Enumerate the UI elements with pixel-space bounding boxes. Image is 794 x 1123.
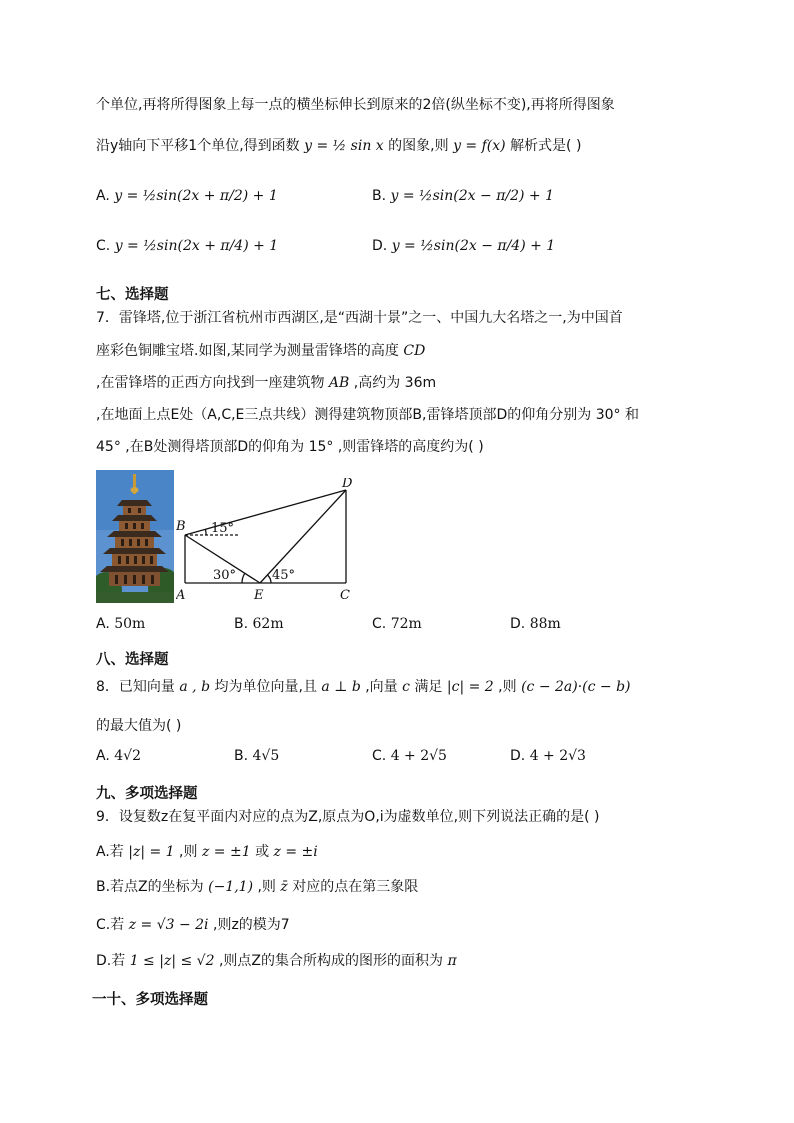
q7-option-a-value: 50m xyxy=(114,616,146,632)
q8-text-line1 xyxy=(96,677,631,697)
q9-option-c-math1: z = √3 − 2i xyxy=(128,917,209,933)
q9-option-a-math2: z = ±1 xyxy=(201,844,251,860)
q6-option-a-expr: y = ½sin(2x + π/2) + 1 xyxy=(114,188,278,204)
pagoda-photo xyxy=(96,470,174,603)
geometry-diagram xyxy=(176,478,366,608)
q6-option-c[interactable] xyxy=(96,238,278,254)
q8-option-b[interactable] xyxy=(234,748,279,764)
q7-option-a[interactable] xyxy=(96,616,145,632)
q7-option-c-label: C. xyxy=(372,616,387,632)
q8-option-c-value: 4 + 2√5 xyxy=(390,748,447,764)
q9-option-a-math1: |z| = 1 xyxy=(128,844,175,860)
label-e: E xyxy=(254,588,264,603)
q8-option-d-label: D. xyxy=(510,748,526,764)
q7-option-d-label: D. xyxy=(510,616,526,632)
q8-option-d-value: 4 + 2√3 xyxy=(529,748,586,764)
q7-line2-text: 座彩色铜雕宝塔.如图,某同学为测量雷锋塔的高度 xyxy=(96,343,399,359)
section-heading-10: 一十、多项选择题 xyxy=(92,992,208,1008)
q8-line1-text-c: ,向量 xyxy=(365,679,398,695)
q9-option-b-math1: (−1,1) xyxy=(208,879,254,895)
q7-option-b-label: B. xyxy=(234,616,249,632)
q6-text-line2 xyxy=(96,136,581,156)
q9-option-b-text: B.若点Z的坐标为 xyxy=(96,879,204,895)
label-a: A xyxy=(176,588,186,603)
q8-option-a-label: A. xyxy=(96,748,110,764)
q8-option-c[interactable] xyxy=(372,748,447,764)
q7-text-line5 xyxy=(96,437,484,457)
q6-option-b-expr: y = ½sin(2x − π/2) + 1 xyxy=(390,188,555,204)
q6-option-a[interactable] xyxy=(96,188,278,204)
q9-option-c-text-b: ,则z的模为7 xyxy=(213,917,290,933)
q8-line1-text-a: 8．已知向量 xyxy=(96,679,175,695)
q9-text-line1: 9．设复数z在复平面内对应的点为Z,原点为O,i为虚数单位,则下列说法正确的是( ) xyxy=(96,809,600,825)
q7-line4-text: ,在地面上点E处（A,C,E三点共线）测得建筑物顶部B,雷锋塔顶部D的仰角分别为 xyxy=(96,407,592,423)
q8-option-c-label: C. xyxy=(372,748,387,764)
q7-text-line2 xyxy=(96,341,425,361)
q9-option-a-text: A.若 xyxy=(96,844,124,860)
q7-line3-math: AB xyxy=(328,375,350,391)
q6-option-b[interactable] xyxy=(372,188,554,204)
q6-option-d-expr: y = ½sin(2x − π/4) + 1 xyxy=(391,238,556,254)
q7-line5-value: 45° xyxy=(96,439,121,455)
section-heading-9: 九、多项选择题 xyxy=(96,786,198,802)
label-c: C xyxy=(340,588,350,603)
q6-option-b-label: B. xyxy=(372,188,387,204)
q8-option-b-label: B. xyxy=(234,748,249,764)
angle-label-30: 30° xyxy=(213,568,237,583)
q7-line2-math: CD xyxy=(403,343,426,359)
q7-text-line1: 7．雷锋塔,位于浙江省杭州市西湖区,是“西湖十景”之一、中国九大名塔之一,为中国首 xyxy=(96,310,623,326)
angle-label-45: 45° xyxy=(272,568,296,583)
q7-option-c-value: 72m xyxy=(390,616,422,632)
label-b: B xyxy=(176,519,186,534)
q9-option-d-math1: 1 ≤ |z| ≤ √2 xyxy=(129,953,215,969)
q8-line1-text-e: ,则 xyxy=(498,679,517,695)
q9-option-c-text: C.若 xyxy=(96,917,125,933)
q7-text-line4 xyxy=(96,405,639,425)
q8-option-a[interactable] xyxy=(96,748,141,764)
q9-option-b[interactable] xyxy=(96,877,418,897)
q9-option-d-math2: π xyxy=(447,953,457,969)
q8-perpendicular: a ⊥ b xyxy=(321,679,361,695)
q7-option-b[interactable] xyxy=(234,616,284,632)
q9-option-b-text-c: 对应的点在第三象限 xyxy=(292,879,419,895)
q9-option-a-text-c: 或 xyxy=(255,844,270,860)
q8-vector-c: c xyxy=(402,679,410,695)
q8-vectors-ab: a , b xyxy=(179,679,211,695)
q9-option-a-math3: z = ±i xyxy=(273,844,318,860)
q7-line3-text: ,在雷锋塔的正西方向找到一座建筑物 xyxy=(96,375,325,391)
q6-function-f: y = f(x) xyxy=(453,138,506,154)
q7-line5-text: ,在B处测得塔顶部D的仰角为 xyxy=(125,439,305,455)
q9-option-d-text: D.若 xyxy=(96,953,126,969)
q6-text-line1: 个单位,再将所得图象上每一点的横坐标伸长到原来的2倍(纵坐标不变),再将所得图象 xyxy=(96,97,615,113)
q7-line3-text-b: ,高约为 xyxy=(353,375,401,391)
q7-option-c[interactable] xyxy=(372,616,422,632)
q9-option-d-text-b: ,则点Z的集合所构成的图形的面积为 xyxy=(218,953,443,969)
q7-option-a-label: A. xyxy=(96,616,110,632)
q9-option-a[interactable] xyxy=(96,842,318,862)
q9-option-a-text-b: ,则 xyxy=(179,844,198,860)
q8-option-b-value: 4√5 xyxy=(252,748,280,764)
q8-norm-c: |c| = 2 xyxy=(446,679,494,695)
q9-option-b-text-b: ,则 xyxy=(257,879,276,895)
q8-option-a-value: 4√2 xyxy=(114,748,141,764)
q8-line1-text-d: 满足 xyxy=(414,679,443,695)
q6-line2-text-a: 沿y轴向下平移1个单位,得到函数 xyxy=(96,138,300,154)
arc-45 xyxy=(268,575,272,583)
q7-option-b-value: 62m xyxy=(252,616,284,632)
q8-option-d[interactable] xyxy=(510,748,586,764)
q6-option-c-expr: y = ½sin(2x + π/4) + 1 xyxy=(114,238,279,254)
line-bd xyxy=(185,490,346,535)
q6-option-d-label: D. xyxy=(372,238,388,254)
q9-option-b-math2: z̄ xyxy=(280,879,288,895)
q6-given-function: y = ½ sin x xyxy=(304,138,384,154)
q8-text-line2: 的最大值为( ) xyxy=(96,718,182,734)
q7-text-line3 xyxy=(96,373,436,393)
q7-option-d[interactable] xyxy=(510,616,561,632)
q6-option-d[interactable] xyxy=(372,238,555,254)
q7-line3-value: 36m xyxy=(404,375,437,391)
angle-label-15: 15° xyxy=(211,521,235,536)
q7-line4-text-b: 和 xyxy=(624,407,639,423)
q9-option-c[interactable] xyxy=(96,915,290,935)
q7-line5-text-b: ,则雷锋塔的高度约为( ) xyxy=(337,439,484,455)
q7-line5-value2: 15° xyxy=(308,439,334,455)
q6-line2-text-b: 的图象,则 xyxy=(388,138,449,154)
q7-option-d-value: 88m xyxy=(529,616,561,632)
q6-option-a-label: A. xyxy=(96,188,110,204)
section-heading-8: 八、选择题 xyxy=(96,652,169,668)
q6-line2-text-c: 解析式是( ) xyxy=(510,138,582,154)
section-heading-7: 七、选择题 xyxy=(96,287,169,303)
label-d: D xyxy=(342,478,353,491)
arc-15 xyxy=(206,530,207,536)
arc-30 xyxy=(242,573,245,583)
q7-line4-value: 30° xyxy=(595,407,621,423)
q8-line1-text-b: 均为单位向量,且 xyxy=(214,679,317,695)
q9-option-d[interactable] xyxy=(96,951,457,971)
q6-option-c-label: C. xyxy=(96,238,111,254)
q8-dot-product: (c − 2a)·(c − b) xyxy=(521,679,631,695)
